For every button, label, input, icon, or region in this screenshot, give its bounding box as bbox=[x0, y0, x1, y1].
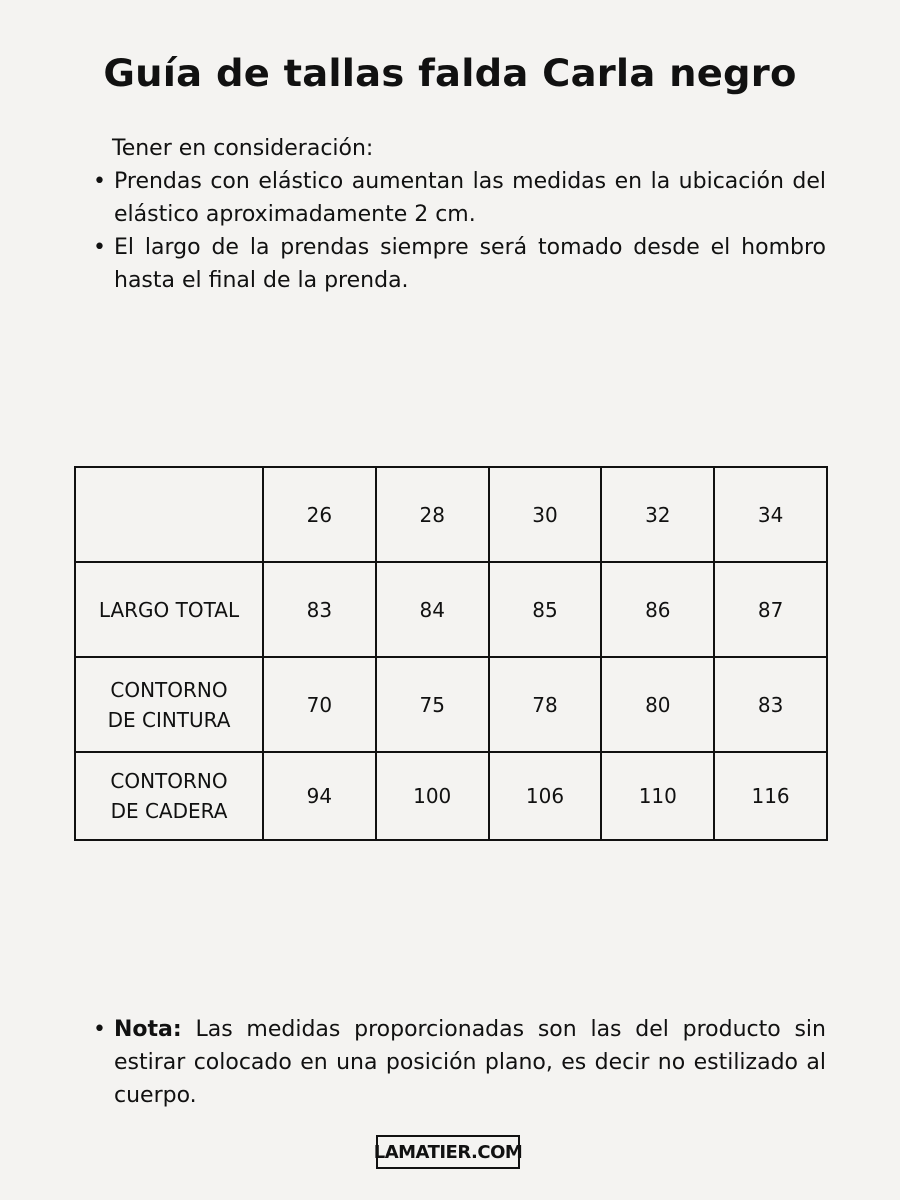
table-cell: 86 bbox=[601, 562, 714, 657]
consideration-item-length: • El largo de la prendas siempre será tomado desde el hombro hasta el final de la prenda. bbox=[90, 231, 826, 297]
brand-logo: LAMATIER.COM bbox=[376, 1135, 520, 1169]
table-corner-cell bbox=[75, 467, 263, 562]
considerations-intro: Tener en consideración: bbox=[112, 136, 374, 161]
table-cell: 78 bbox=[489, 657, 602, 752]
row-label bbox=[75, 657, 263, 752]
table-row-contorno-cintura bbox=[75, 657, 827, 752]
row-label-line: CONTORNO bbox=[110, 677, 228, 702]
size-header-cell: 30 bbox=[489, 467, 602, 562]
table-row-largo-total bbox=[75, 562, 827, 657]
table-cell: 87 bbox=[714, 562, 827, 657]
note-item bbox=[90, 1013, 826, 1112]
row-label bbox=[75, 752, 263, 840]
considerations-section bbox=[90, 132, 826, 297]
table-cell: 116 bbox=[714, 752, 827, 840]
considerations-list bbox=[90, 165, 826, 297]
note-list bbox=[90, 1013, 826, 1112]
table-cell: 85 bbox=[489, 562, 602, 657]
table-cell: 70 bbox=[263, 657, 376, 752]
table-cell: 80 bbox=[601, 657, 714, 752]
consideration-item-elastic: • Prendas con elástico aumentan las medidas en la ubicación del elástico aproximadamente 2 cm. bbox=[90, 165, 826, 231]
size-header-cell: 32 bbox=[601, 467, 714, 562]
size-header-cell: 34 bbox=[714, 467, 827, 562]
table-cell: 84 bbox=[376, 562, 489, 657]
table-cell: 106 bbox=[489, 752, 602, 840]
note-label: Nota: bbox=[114, 1017, 182, 1042]
table-cell: 110 bbox=[601, 752, 714, 840]
row-label-line: DE CADERA bbox=[110, 799, 228, 823]
table-cell: 83 bbox=[714, 657, 827, 752]
note-text: Las medidas proporcionadas son las del producto sin estirar colocado en una posición plano, es decir no estilizado al cuerpo. bbox=[114, 1017, 826, 1108]
note-section bbox=[90, 1013, 826, 1112]
row-label: LARGO TOTAL bbox=[75, 562, 263, 657]
size-table bbox=[74, 466, 828, 841]
row-label-line: CONTORNO bbox=[110, 769, 228, 793]
row-label-line: DE CINTURA bbox=[107, 707, 231, 732]
page-title: Guía de tallas falda Carla negro bbox=[103, 52, 797, 95]
size-header-cell: 28 bbox=[376, 467, 489, 562]
size-header-row bbox=[75, 467, 827, 562]
table-cell: 94 bbox=[263, 752, 376, 840]
table-cell: 100 bbox=[376, 752, 489, 840]
table-cell: 75 bbox=[376, 657, 489, 752]
size-header-cell: 26 bbox=[263, 467, 376, 562]
table-row-contorno-cadera bbox=[75, 752, 827, 840]
table-cell: 83 bbox=[263, 562, 376, 657]
